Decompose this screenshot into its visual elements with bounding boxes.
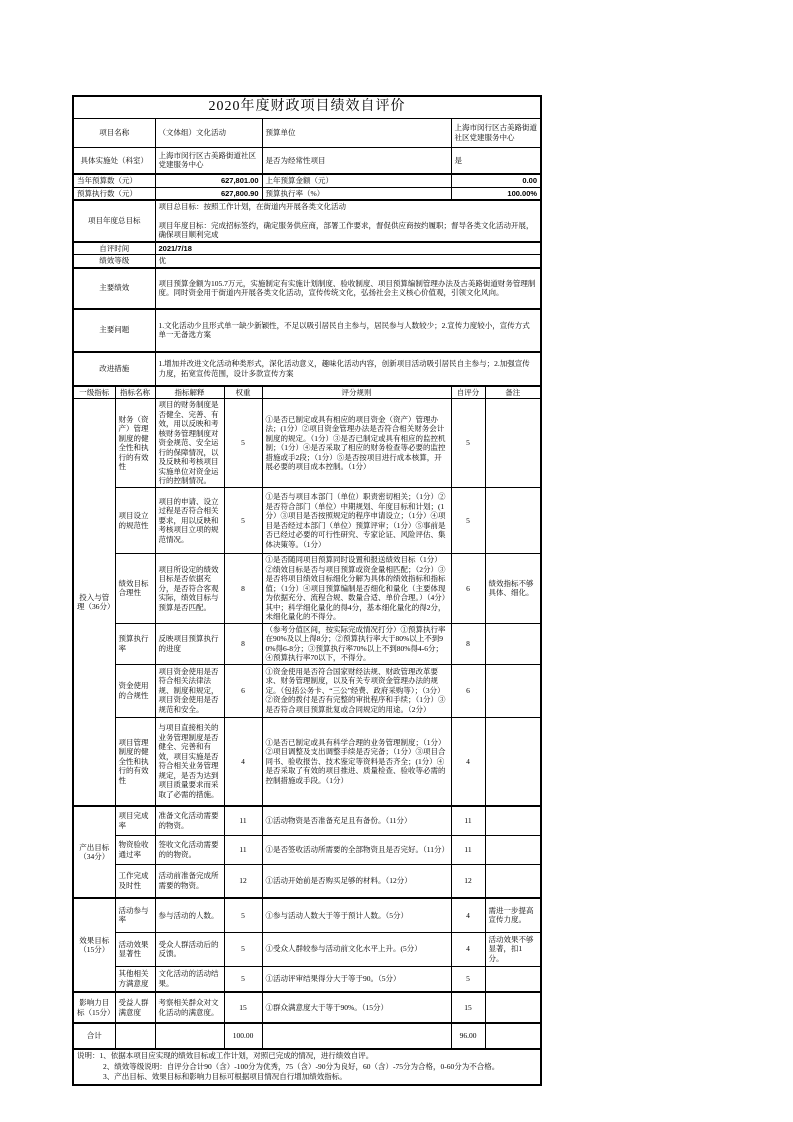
improvements-label: 改进措施 <box>73 352 155 386</box>
indicator-weight: 5 <box>224 898 262 932</box>
indicator-self-score: 6 <box>451 554 485 624</box>
indicator-self-score: 6 <box>451 664 485 717</box>
evaluation-table <box>72 95 542 1086</box>
indicator-rule: ①是否与项目本部门（单位）职责密切相关；（1分）②是否符合部门（单位）中期规划、年度目标和计划；(1分）③项目是否按照规定的程序申请设立；（1分）④项目是否经过本部门（单位）预算评审；（1分）⑤事前是否已经过必要的可行性研究、专家论证、风险评估、集体决策等。（1分） <box>262 488 451 554</box>
indicator-rule: ①资金使用是否符合国家财经法规、财政管理改革要求、财务管理制度，以及有关专项资金管理办法的规定。（包括公务卡、“三公”经费、政府采购等）；（3分）②资金的拨付是否有完整的审批程序和手续；（1分）③是否符合项目预算批复或合同规定的用途。（2分） <box>262 664 451 717</box>
total-empty-remark <box>485 1023 541 1049</box>
indicator-explanation: 活动前准备完成所需要的物资。 <box>155 864 224 898</box>
indicator-weight: 15 <box>224 992 262 1023</box>
indicator-rule: ①群众满意度大于等于90%。（15分） <box>262 992 451 1023</box>
indicator-self-score: 4 <box>451 932 485 966</box>
executed-value: 627,800.90 <box>155 187 262 200</box>
grade-label: 绩效等级 <box>73 255 155 268</box>
self-eval-date-value: 2021/7/18 <box>155 242 541 255</box>
indicator-remark: 活动效果不够显著，扣1分。 <box>485 932 541 966</box>
prev-budget-value: 0.00 <box>451 174 541 187</box>
indicator-row <box>73 488 541 554</box>
budget-label: 当年预算数（元） <box>73 174 155 187</box>
indicator-remark <box>485 864 541 898</box>
indicator-row <box>73 932 541 966</box>
indicator-name: 工作完成及时性 <box>115 864 155 898</box>
indicator-name: 项目管理制度的健全性和执行的有效性 <box>115 717 155 806</box>
improvements-value: 1.增加并改进文化活动种类形式，深化活动意义，趣味化活动内容，创新项目活动吸引居民自主参与；2.加强宣传力度，拓宽宣传范围，设计多款宣传方案 <box>155 352 541 386</box>
indicator-name: 受益人群满意度 <box>115 992 155 1023</box>
indicator-remark: 绩效指标不够具体、细化。 <box>485 554 541 624</box>
department-label: 具体实施处（科室） <box>73 147 155 174</box>
total-empty-name <box>115 1023 155 1049</box>
indicator-explanation: 文化活动的活动结果。 <box>155 966 224 992</box>
indicator-row <box>73 966 541 992</box>
info-row-project-name <box>73 118 541 147</box>
indicator-rule: ①是否随同项目预算同时设置和报送绩效目标（1分）②绩效目标是否与项目预算或资金量相匹配；（2分）③是否将项目绩效目标细化分解为具体的绩效指标和指标值；（1分）④项目预算编制是否细化和量化（主要体现为依据充分、流程合规、数量合适、单价合理。）（4分）其中；科学细化量化的得4分，基本细化量化的得2分，未细化量化的不得分。 <box>262 554 451 624</box>
group-label-effect-goals: 效果目标（15分） <box>73 898 115 992</box>
recurrent-value: 是 <box>451 147 541 174</box>
indicator-remark: 需进一步提高宣传力度。 <box>485 898 541 932</box>
col-header-level1: 一级指标 <box>73 386 115 399</box>
indicator-remark <box>485 835 541 864</box>
achievements-label: 主要绩效 <box>73 268 155 309</box>
annual-goal-line2: 项目年度目标：完成招标签约，确定服务供应商，部署工作要求，督促供应商按约履职；督导各类文化活动开展，确保项目顺利完成 <box>158 220 534 239</box>
indicator-row <box>73 864 541 898</box>
total-empty-explanation <box>155 1023 224 1049</box>
prev-budget-label: 上年预算金额（元） <box>262 174 451 187</box>
indicator-remark <box>485 966 541 992</box>
col-header-weight: 权重 <box>224 386 262 399</box>
indicator-name: 财务（资产）管理制度的健全性和执行的有效性 <box>115 399 155 488</box>
indicator-row <box>73 664 541 717</box>
indicator-explanation: 反映项目预算执行的进度 <box>155 623 224 664</box>
info-row-executed <box>73 187 541 200</box>
indicator-explanation: 项目的财务制度是否健全、完善、有效，用以反映和考核财务管理制度对资金规范、安全运行的保障情况，以及反映和考核项目实施单位对资金运行的控制情况。 <box>155 399 224 488</box>
indicator-row <box>73 717 541 806</box>
indicator-weight: 11 <box>224 806 262 835</box>
total-self-score: 96.00 <box>451 1023 485 1049</box>
indicator-weight: 8 <box>224 554 262 624</box>
indicator-explanation: 项目所设定的绩效目标是否依据充分，是否符合客观实际，绩效目标与预算是否匹配。 <box>155 554 224 624</box>
col-header-rule: 评分规则 <box>262 386 451 399</box>
indicator-self-score: 11 <box>451 806 485 835</box>
budget-unit-label: 预算单位 <box>262 118 451 147</box>
indicator-rule: ①是否已制定或具有科学合理的业务管理制度；（1分）②项目调整及支出调整手续是否完备；（1分）③项目合同书、验收报告、技术鉴定等资料是否齐全；(1分）④是否采取了有效的项目推进、质量检查、验收等必需的控制措施或手段。（1分） <box>262 717 451 806</box>
indicator-remark <box>485 717 541 806</box>
notes-cell <box>73 1049 541 1085</box>
indicator-self-score: 5 <box>451 488 485 554</box>
indicator-row <box>73 992 541 1023</box>
problems-value: 1.文化活动少且形式单一缺少新颖性，不足以吸引居民自主参与，居民参与人数较少；2.宣传力度较小，宣传方式单一无备选方案 <box>155 309 541 352</box>
indicator-rule: ①是否签收活动所需要的全部物资且是否完好。（11分） <box>262 835 451 864</box>
info-row-department <box>73 147 541 174</box>
indicator-name: 预算执行率 <box>115 623 155 664</box>
indicator-self-score: 4 <box>451 717 485 806</box>
group-label-input-management: 投入与管理（36分） <box>73 399 115 807</box>
indicator-weight: 8 <box>224 623 262 664</box>
indicator-name: 物资验收通过率 <box>115 835 155 864</box>
project-name-label: 项目名称 <box>73 118 155 147</box>
indicator-self-score: 8 <box>451 623 485 664</box>
exec-rate-value: 100.00% <box>451 187 541 200</box>
indicator-weight: 5 <box>224 966 262 992</box>
indicator-rule: ①受众人群较参与活动前文化水平上升。(5分） <box>262 932 451 966</box>
indicator-row <box>73 554 541 624</box>
indicator-name: 绩效目标合理性 <box>115 554 155 624</box>
indicator-row <box>73 623 541 664</box>
notes-row <box>73 1049 541 1085</box>
indicator-remark <box>485 664 541 717</box>
indicator-name: 活动效果显著性 <box>115 932 155 966</box>
indicator-explanation: 考察相关群众对文化活动的满意度。 <box>155 992 224 1023</box>
indicator-explanation: 准备文化活动需要的物资。 <box>155 806 224 835</box>
indicator-name: 资金使用的合规性 <box>115 664 155 717</box>
indicator-row <box>73 898 541 932</box>
page-title: 2020年度财政项目绩效自评价 <box>73 96 541 118</box>
project-name-value: （文体组）文化活动 <box>155 118 262 147</box>
info-row-achievements <box>73 268 541 309</box>
indicator-remark <box>485 399 541 488</box>
col-header-name: 指标名称 <box>115 386 155 399</box>
indicator-explanation: 项目的申请、设立过程是否符合相关要求，用以反映和考核项目立项的规范情况。 <box>155 488 224 554</box>
annual-goal-label: 项目年度总目标 <box>73 200 155 242</box>
indicator-weight: 12 <box>224 864 262 898</box>
indicator-explanation: 受众人群活动后的反馈。 <box>155 932 224 966</box>
indicator-weight: 4 <box>224 717 262 806</box>
note-line-3: 3、产出目标、效果目标和影响力目标可根据项目情况自行增加绩效指标。 <box>103 1072 347 1081</box>
indicator-rule: ①活动物资是否准备充足且有备份。（11分） <box>262 806 451 835</box>
indicator-row <box>73 399 541 488</box>
indicator-row <box>73 806 541 835</box>
grade-value: 优 <box>155 255 541 268</box>
indicator-remark <box>485 806 541 835</box>
indicator-rule: ①活动评审结果得分大于等于90。（5分） <box>262 966 451 992</box>
indicator-rule: ①活动开始前是否购买足够的材料。（12分） <box>262 864 451 898</box>
indicator-name: 项目完成率 <box>115 806 155 835</box>
title-row <box>73 96 541 118</box>
info-row-grade <box>73 255 541 268</box>
info-row-annual-goal <box>73 200 541 242</box>
col-header-remark: 备注 <box>485 386 541 399</box>
indicator-weight: 5 <box>224 399 262 488</box>
executed-label: 预算执行数（元） <box>73 187 155 200</box>
note-line-1: 说明：1、依据本项目应实现的绩效目标或工作计划，对照已完成的情况，进行绩效自评。 <box>77 1051 374 1060</box>
indicator-weight: 5 <box>224 932 262 966</box>
indicator-name: 活动参与率 <box>115 898 155 932</box>
note-line-2: 2、绩效等级说明：自评分合计90（含）-100分为优秀，75（含）-90分为良好，60（含）-75分为合格，0-60分为不合格。 <box>103 1061 500 1071</box>
info-row-budget <box>73 174 541 187</box>
indicator-self-score: 5 <box>451 399 485 488</box>
annual-goal-line1: 项目总目标：按照工作计划，在街道内开展各类文化活动 <box>158 202 346 211</box>
problems-label: 主要问题 <box>73 309 155 352</box>
indicator-remark <box>485 992 541 1023</box>
achievements-value: 项目预算金额为105.7万元，实施制定有实施计划制度、验收制度、项目预算编制管理办法及古美路街道财务管理制度。同时资金用于街道内开展各类文化活动，宣传传统文化，弘扬社会主义核心价值观，引领文化风向。 <box>155 268 541 309</box>
department-value: 上海市闵行区古美路街道社区党建服务中心 <box>155 147 262 174</box>
col-header-explanation: 指标解释 <box>155 386 224 399</box>
indicator-self-score: 12 <box>451 864 485 898</box>
indicator-rule: ①参与活动人数大于等于预计人数。（5分） <box>262 898 451 932</box>
indicator-header-row <box>73 386 541 399</box>
exec-rate-label: 预算执行率（%） <box>262 187 451 200</box>
document-page <box>72 95 542 1086</box>
annual-goal-value <box>155 200 541 242</box>
indicator-row <box>73 835 541 864</box>
indicator-weight: 6 <box>224 664 262 717</box>
recurrent-label: 是否为经常性项目 <box>262 147 451 174</box>
indicator-remark <box>485 488 541 554</box>
budget-value: 627,801.00 <box>155 174 262 187</box>
indicator-remark <box>485 623 541 664</box>
info-row-improvements <box>73 352 541 386</box>
indicator-self-score: 15 <box>451 992 485 1023</box>
total-row <box>73 1023 541 1049</box>
col-header-self-score: 自评分 <box>451 386 485 399</box>
indicator-rule: （参考分值区间，按实际完成情况打分）①预算执行率在90%及以上得8分；②预算执行率大于80%以上不到90%得6-8分；③预算执行率70%以上不到80%得4-6分；④预算执行率70以下，不得分。 <box>262 623 451 664</box>
indicator-explanation: 项目资金使用是否符合相关法律法规、制度和规定，项目资金使用是否规范和安全。 <box>155 664 224 717</box>
info-row-problems <box>73 309 541 352</box>
indicator-name: 项目设立的规范性 <box>115 488 155 554</box>
self-eval-date-label: 自评时间 <box>73 242 155 255</box>
indicator-weight: 5 <box>224 488 262 554</box>
indicator-rule: ①是否已制定或具有相应的项目资金（资产）管理办法；(1分）②项目资金管理办法是否符合相关财务会计制度的规定。（1分）③是否已制定或具有相应的监控机制；（1分）④是否采取了相应的财务检查等必要的监控措施或手2段；（1分）⑤是否按项目进行成本核算，开展必要的项目成本控制。（1分） <box>262 399 451 488</box>
indicator-name: 其他相关方满意度 <box>115 966 155 992</box>
total-label: 合计 <box>73 1023 115 1049</box>
indicator-self-score: 4 <box>451 898 485 932</box>
indicator-weight: 11 <box>224 835 262 864</box>
budget-unit-value: 上海市闵行区古美路街道社区党建服务中心 <box>451 118 541 147</box>
indicator-explanation: 与项目直接相关的业务管理制度是否健全、完善和有效，项目实施是否符合相关业务管理规定，是否为达到项目质量要求而采取了必需的措施。 <box>155 717 224 806</box>
total-empty-rule <box>262 1023 451 1049</box>
indicator-self-score: 5 <box>451 966 485 992</box>
indicator-explanation: 签收文化活动需要的的物资。 <box>155 835 224 864</box>
group-label-influence-goals: 影响力目标（15分） <box>73 992 115 1023</box>
indicator-self-score: 11 <box>451 835 485 864</box>
group-label-output-goals: 产出目标（34分） <box>73 806 115 898</box>
indicator-explanation: 参与活动的人数。 <box>155 898 224 932</box>
info-row-self-eval-date <box>73 242 541 255</box>
total-weight: 100.00 <box>224 1023 262 1049</box>
